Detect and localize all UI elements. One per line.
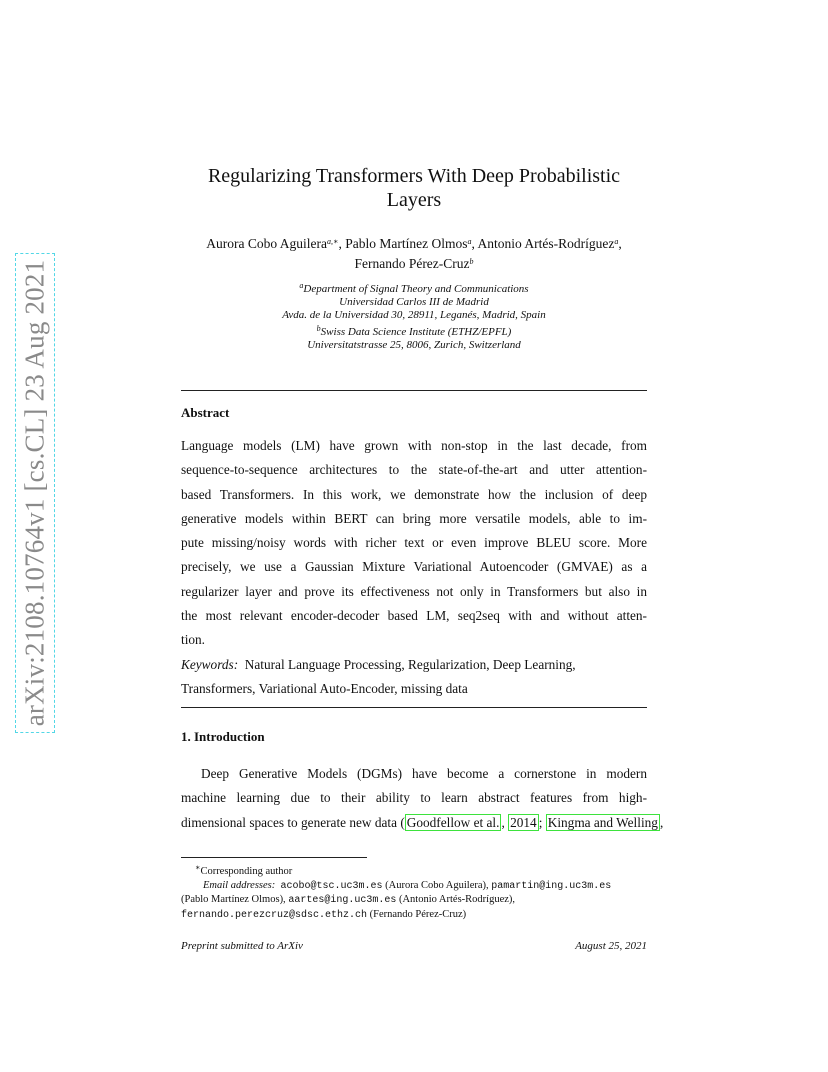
email-link[interactable]: pamartin@ing.uc3m.es [491, 880, 612, 892]
citation-link[interactable]: Goodfellow et al. [406, 814, 500, 830]
intro-line [181, 811, 664, 835]
keywords-text: Natural Language Processing, Regularization, Deep Learning, [244, 656, 576, 672]
author-name: , Antonio Artés-Rodríguez [471, 236, 615, 251]
footnote-text: Corresponding author [200, 866, 293, 877]
footnote-text: (Pablo Martínez Olmos), [181, 894, 289, 905]
author-list [0, 233, 828, 273]
author-name: Fernando Pérez-Cruz [354, 256, 470, 271]
intro-text: , [659, 814, 664, 830]
footnote [181, 861, 651, 922]
intro-line: machine learning due to their ability to learn abstract features from high- [181, 790, 647, 806]
affiliation-text: Department of Signal Theory and Communications [303, 283, 529, 295]
author-name: Aurora Cobo Aguilera [206, 236, 328, 251]
affiliation-text: Swiss Data Science Institute (ETHZ/EPFL) [320, 326, 512, 338]
abstract-line: sequence-to-sequence architectures to the state-of-the-art and utter attention- [181, 462, 647, 478]
abstract-bottom-rule [181, 707, 647, 708]
footnote-line [181, 908, 651, 923]
citation-link[interactable]: Kingma and Welling [547, 814, 658, 830]
footnote-mark: ∗ [195, 863, 201, 872]
arxiv-identifier: arXiv:2108.10764v1 [cs.CL] 23 Aug 2021 [19, 259, 50, 727]
page-footer [181, 940, 647, 952]
abstract-line: Language models (LM) have grown with non-stop in the last decade, from [181, 438, 647, 453]
affiliation-line [0, 322, 828, 339]
abstract-line: regularizer layer and prove its effectiveness not only in Transformers but also in [181, 583, 647, 599]
email-link[interactable]: acobo@tsc.uc3m.es [280, 880, 383, 892]
affiliation-line: Universidad Carlos III de Madrid [339, 296, 489, 308]
abstract-line: precisely, we use a Gaussian Mixture Variational Autoencoder (GMVAE) as a [181, 559, 647, 575]
keywords-label: Keywords: [181, 656, 239, 672]
introduction-body [181, 762, 664, 835]
intro-line: Deep Generative Models (DGMs) have become a cornerstone in modern [201, 766, 647, 781]
footnote-line [181, 879, 651, 894]
paper-title [0, 164, 828, 212]
email-link[interactable]: aartes@ing.uc3m.es [288, 895, 397, 906]
author-name: , Pablo Martínez Olmos [338, 236, 468, 251]
affiliation-line: Universitatstrasse 25, 8006, Zurich, Switzerland [307, 339, 521, 351]
abstract-line: the most relevant encoder-decoder based LM, seq2seq with and without atten- [181, 608, 647, 624]
abstract-body [181, 434, 647, 701]
affiliations [0, 279, 828, 352]
footer-left: Preprint submitted to ArXiv [181, 940, 303, 952]
title-line-2: Layers [386, 189, 442, 211]
footnote-text: (Antonio Artés-Rodríguez), [396, 894, 516, 905]
keywords-line [181, 653, 647, 677]
abstract-line: pute missing/noisy words with richer text or even improve BLEU score. More [181, 535, 647, 551]
author-affil-mark: a [467, 237, 472, 246]
section-heading-introduction: 1. Introduction [181, 729, 265, 744]
abstract-heading: Abstract [181, 405, 230, 420]
affil-mark: a [299, 281, 304, 290]
affiliation-line [0, 279, 828, 296]
email-label: Email addresses: [203, 879, 276, 891]
affiliation-line: Avda. de la Universidad 30, 28911, Leganés, Madrid, Spain [282, 309, 546, 321]
abstract-top-rule [181, 390, 647, 391]
author-separator: , [618, 236, 622, 251]
citation-link[interactable]: 2014 [510, 814, 537, 830]
footer-date: August 25, 2021 [575, 940, 647, 952]
keywords-line: Transformers, Variational Auto-Encoder, missing data [181, 680, 468, 696]
abstract-line: generative models within BERT can bring more versatile models, able to im- [181, 510, 647, 526]
footnote-line [181, 861, 651, 879]
author-line-2 [0, 253, 828, 273]
affil-mark: b [316, 324, 321, 333]
citation-separator: ; [538, 814, 546, 830]
abstract-line: tion. [181, 632, 206, 648]
footnote-text: (Fernando Pérez-Cruz) [367, 908, 467, 920]
footnote-line [181, 893, 651, 908]
email-link[interactable]: fernando.perezcruz@sdsc.ethz.ch [181, 909, 368, 921]
author-affil-mark: a,∗ [327, 237, 339, 246]
footnote-rule [181, 857, 367, 858]
citation-separator: , [501, 814, 509, 830]
intro-text: dimensional spaces to generate new data ( [181, 814, 405, 830]
author-affil-mark: b [469, 257, 474, 266]
abstract-line: based Transformers. In this work, we demonstrate how the inclusion of deep [181, 486, 647, 502]
author-line-1 [0, 233, 828, 253]
author-affil-mark: a [614, 237, 619, 246]
footnote-text: (Aurora Cobo Aguilera), [382, 879, 492, 891]
title-line-1: Regularizing Transformers With Deep Probabilistic [207, 165, 621, 187]
